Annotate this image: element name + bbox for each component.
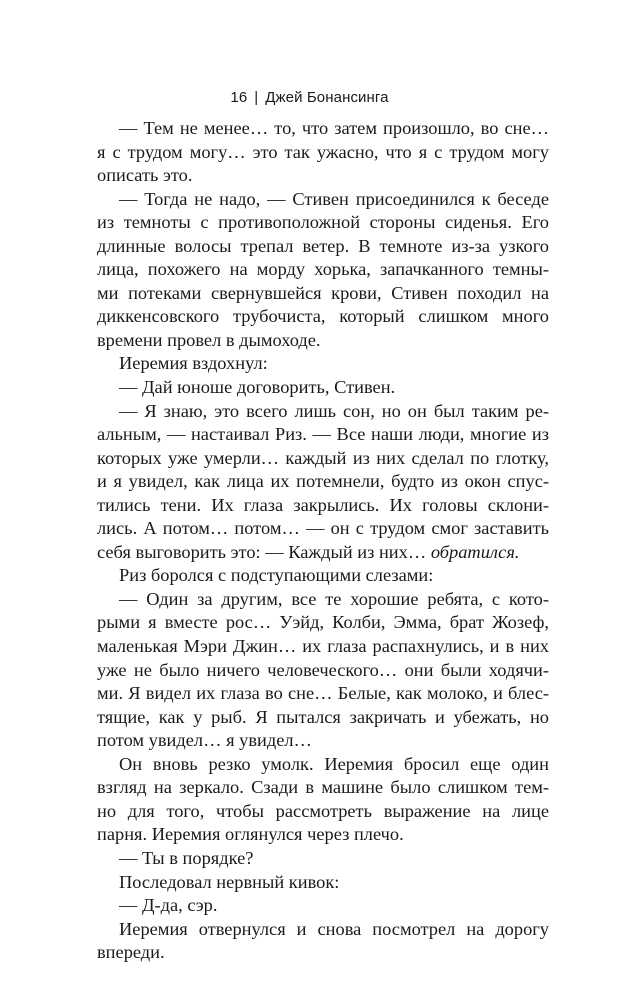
body-text	[97, 117, 549, 965]
paragraph	[97, 847, 549, 871]
paragraph	[97, 376, 549, 400]
text-line	[97, 659, 549, 683]
line-text: лица, похожего на морду хорька, запачканного темны-	[97, 259, 549, 280]
line-text: длинные волосы трепал ветер. В темноте из-за узкого	[97, 235, 549, 256]
line-text: Последовал нервный кивок:	[119, 871, 340, 892]
text-line	[97, 235, 549, 259]
line-text: взгляд на зеркало. Сзади в машине было слишком тем-	[97, 777, 549, 798]
line-text: которых уже умерли… каждый из них сделал по глотку,	[97, 447, 549, 468]
text-line	[97, 776, 549, 800]
author-name: Джей Бонансинга	[265, 89, 389, 106]
text-line	[97, 588, 549, 612]
text-line	[97, 729, 549, 753]
text-line	[97, 376, 549, 400]
text-line	[97, 423, 549, 447]
line-text: — Ты в порядке?	[119, 847, 254, 868]
paragraph	[97, 894, 549, 918]
line-text: — Дай юноше договорить, Стивен.	[119, 377, 396, 398]
text-line	[97, 329, 549, 353]
text-line	[97, 141, 549, 165]
text-line	[97, 941, 549, 965]
line-text: впереди.	[97, 942, 165, 963]
text-line	[97, 447, 549, 471]
line-text: из темноты с противоположной стороны сиденья. Его	[97, 212, 549, 233]
line-text: потом увидел… я увидел…	[97, 730, 312, 751]
text-line	[97, 706, 549, 730]
text-line	[97, 847, 549, 871]
line-text: — Один за другим, все те хорошие ребята, с кото-	[119, 588, 549, 609]
text-line	[97, 871, 549, 895]
text-line	[97, 541, 549, 565]
line-text: Риз боролся с подступающими слезами:	[119, 565, 434, 586]
text-line	[97, 800, 549, 824]
line-text: и я увидел, как лица их потемнели, будто из окон спус-	[97, 471, 549, 492]
paragraph	[97, 564, 549, 588]
page-number: 16	[230, 89, 248, 106]
text-line	[97, 823, 549, 847]
text-line	[97, 517, 549, 541]
text-line	[97, 564, 549, 588]
text-line	[97, 470, 549, 494]
line-text: — Д-да, сэр.	[119, 895, 218, 916]
text-line	[97, 211, 549, 235]
line-text: Он вновь резко умолк. Иеремия бросил еще один	[119, 753, 549, 774]
line-text: времени провел в дымоходе.	[97, 329, 321, 350]
text-line	[97, 682, 549, 706]
italic-word: обратился.	[430, 541, 520, 562]
text-line	[97, 188, 549, 212]
line-text: ми потеками свернувшейся крови, Стивен походил на	[97, 282, 549, 303]
line-text: — Я знаю, это всего лишь сон, но он был таким ре-	[119, 400, 549, 421]
paragraph	[97, 753, 549, 847]
line-text: — Тогда не надо, — Стивен присоединился к беседе	[119, 188, 549, 209]
text-line	[97, 494, 549, 518]
text-line	[97, 164, 549, 188]
line-text: тящие, как у рыб. Я пытался закричать и убежать, но	[97, 706, 549, 727]
line-text: я с трудом могу… это так ужасно, что я с трудом могу	[97, 141, 549, 162]
line-text: Иеремия отвернулся и снова посмотрел на дорогу	[119, 918, 549, 939]
line-text: но для того, чтобы рассмотреть выражение на лице	[97, 800, 549, 821]
paragraph	[97, 117, 549, 188]
paragraph	[97, 588, 549, 753]
line-text: Иеремия вздохнул:	[119, 353, 268, 374]
text-line	[97, 753, 549, 777]
line-text: ми. Я видел их глаза во сне… Белые, как молоко, и блес-	[97, 683, 549, 704]
text-line	[97, 400, 549, 424]
line-text: тились тени. Их глаза закрылись. Их головы склони-	[97, 494, 549, 515]
text-line	[97, 258, 549, 282]
line-text: альным, — настаивал Риз. — Все наши люди, многие из	[97, 424, 549, 445]
line-text: маленькая Мэри Джин… их глаза распахнулись, и в них	[97, 636, 549, 657]
line-text: диккенсовского трубочиста, который слишком много	[97, 306, 549, 327]
text-line	[97, 352, 549, 376]
line-text: рыми я вместе рос… Уэйд, Колби, Эмма, брат Жозеф,	[97, 612, 549, 633]
header-separator: |	[254, 89, 259, 106]
text-line	[97, 894, 549, 918]
paragraph	[97, 400, 549, 565]
text-line	[97, 918, 549, 942]
text-line	[97, 117, 549, 141]
text-line	[97, 305, 549, 329]
line-text: парня. Иеремия оглянулся через плечо.	[97, 824, 404, 845]
line-text: уже не было ничего человеческого… они были ходячи-	[97, 659, 549, 680]
line-text: описать это.	[97, 165, 193, 186]
running-header	[0, 89, 619, 107]
line-text: себя выговорить это: — Каждый из них…	[97, 541, 431, 562]
paragraph	[97, 352, 549, 376]
line-text: лись. А потом… потом… — он с трудом смог заставить	[97, 518, 549, 539]
line-text: — Тем не менее… то, что затем произошло, во сне…	[119, 118, 549, 138]
paragraph	[97, 918, 549, 965]
text-line	[97, 282, 549, 306]
paragraph	[97, 188, 549, 353]
text-line	[97, 611, 549, 635]
text-line	[97, 635, 549, 659]
paragraph	[97, 871, 549, 895]
